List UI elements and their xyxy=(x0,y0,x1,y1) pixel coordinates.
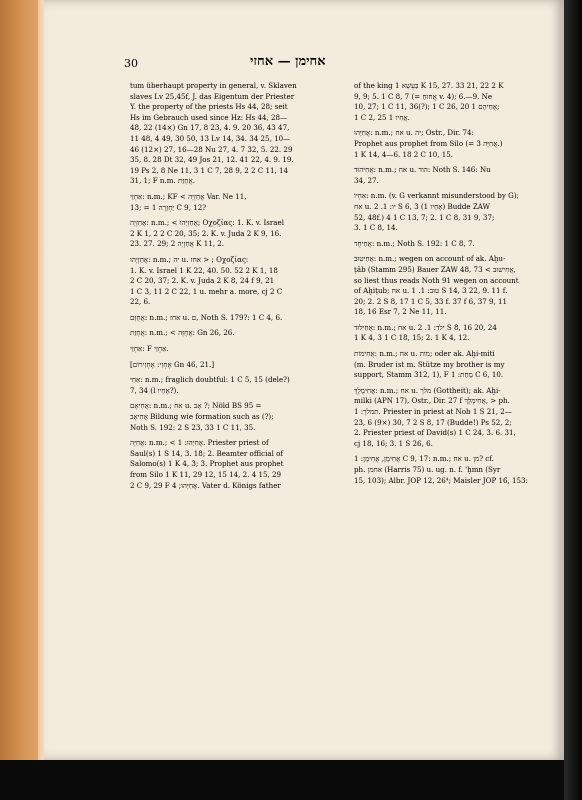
entry-line: [אֶחְזִי: אֶחְזִירוֹם Gn 46, 21.] xyxy=(130,359,215,369)
entry-line: אח u. יו: 1. 2 S 6, 3 (1 אֶחָיו) Budde ZAW xyxy=(354,201,490,211)
entry-line: אֲחַזְיָהוּ: n.m.; יה u. אחז > ; Οχοζίας: xyxy=(130,254,249,264)
entry-line: 18, 16 Esr 7, 2 Ne 11, 11. xyxy=(354,307,447,317)
scanner-background xyxy=(564,0,582,800)
dictionary-entry xyxy=(354,323,550,344)
entry-line: אֲחִימֶלֶךְ: n.m.; אח u. מלך (Gottheit); ak. Aḫi- xyxy=(354,385,501,395)
entry-line: אֲחִימַן, אֲחִימָן: 1 C 9, 17: n.m.; אח u. מן? cf. xyxy=(354,454,494,464)
entry-line: 48, 22 (14×) Gn 17, 8 23, 4. 9. 20 36, 43 47, xyxy=(130,123,290,133)
dictionary-entry xyxy=(130,313,338,324)
entry-line: 2 K 1, 2 2 C 20, 35; 2. K. v. Juda 2 K 9, 16. xyxy=(130,228,282,238)
dictionary-entry xyxy=(130,344,338,355)
entry-line: 22, 6. xyxy=(130,297,151,307)
entry-line: Saul(s) 1 S 14, 3. 18; 2. Beamter official of xyxy=(130,448,284,458)
dictionary-entry xyxy=(354,128,550,160)
entry-line: אֲחִיאָב Bildung wie formation such as (?); xyxy=(130,412,274,422)
entry-line: אֲחִיאָם: n.m.; אח u. אָב ?; Nöld BS 95 = xyxy=(130,401,262,411)
entry-line: אֲחֻזַּת: n.m.; < אֲחֻזָּה: Gn 26, 26. xyxy=(130,328,235,338)
entry-line: אַחִי: n.m.; fraglich doubtful: 1 C 5, 15 (dele?) xyxy=(130,375,290,385)
entry-line: 10, 27; 1 C 11, 36(?); 1 C 26, 20 1 אֲחֵיהֶם; xyxy=(354,102,500,112)
entry-line: 1 K 14, 4—6. 18 2 C 10, 15. xyxy=(354,149,454,159)
dictionary-entry xyxy=(130,328,338,339)
page-edge-orange xyxy=(0,0,38,760)
entry-line: אֲחִיהוּד: n.m.; אח u. הוד: Noth S. 146: Nu xyxy=(354,165,491,175)
page-number: 30 xyxy=(124,57,138,70)
entry-line: Salomo(s) 1 K 4, 3; 3. Prophet aus prophet xyxy=(130,459,284,469)
running-head: אחימן — אחזי xyxy=(250,54,326,69)
entry-line: cj 18, 16; 3. 1 S 26, 6. xyxy=(354,438,433,448)
entry-line: אַחְיוֹ: n.m. (v. G verkannt misunderstood by G); xyxy=(354,191,519,201)
entry-line: 15, 103); Albr. JOP 12, 26⁴; Maisler JOP 16, 153: xyxy=(354,475,528,485)
entry-line: 20; 2. 2 S 8, 17 1 C 5, 33 f. 37 f 6, 37 9, 11 xyxy=(354,296,508,306)
entry-line: Y. the property of the priests Hs 44, 28; seit xyxy=(130,102,288,112)
dictionary-entry xyxy=(354,191,550,233)
entry-line: 23, 6 (9×) 30, 7 2 S 8, 17 (Budde!) Ps 52, 2; xyxy=(354,417,512,427)
entry-line: אֲחֻזָּם: n.m.; אחז u. ם, Noth S. 179?: 1 C 4, 6. xyxy=(130,312,283,322)
entry-line: slaves Lv 25,45f, J. das Eigentum der Priester xyxy=(130,91,295,101)
entry-line: 7, 34 (l אֶחָיו?). xyxy=(130,385,179,395)
entry-line: support, Stamm 312, 1), F מַחַת: 1 C 6, 10. xyxy=(354,370,504,380)
dictionary-entry xyxy=(354,81,550,123)
entry-line: 1 C 2, 25 1 אֲחִיו. xyxy=(354,112,410,122)
entry-line: 31, 1; F n.m. אֲחֻזַּת. xyxy=(130,176,195,186)
entry-line: 34, 27. xyxy=(354,175,379,185)
entry-line: of the king בַּעְשָׁא 1 K 15, 27. 33 21, 22 2 K xyxy=(354,81,504,90)
entry-line: 2. Priester priest of David(s) 1 C 24, 3. 6. 31, xyxy=(354,428,516,438)
entry-line: Noth S. 192: 2 S 23, 33 1 C 11, 35. xyxy=(130,422,256,432)
entry-line: tum überhaupt property in general, v. Sklaven xyxy=(130,81,297,90)
dictionary-entry xyxy=(354,454,550,486)
dictionary-entry xyxy=(130,218,338,250)
entry-line: אַחְזַי: n.m.; KF < אֲחַזְיָה Var. Ne 11, xyxy=(130,191,247,201)
dictionary-entry xyxy=(354,349,550,381)
dictionary-entry xyxy=(130,192,338,213)
entry-line: אֲחִימוֹת: n.m.; אח u. מות; oder ak. Aḫi-miti xyxy=(354,349,495,359)
right-column xyxy=(354,76,550,486)
entry-line: 2 C 9, 29 F אֲחִיָּהוּ; 4. Vater d. Königs father xyxy=(130,480,281,490)
entry-line: תמלך: 1. Priester in priest at Nob 1 S 21, 2— xyxy=(354,407,512,417)
entry-line: 13; = יַחְזֵרָה 1 C 9, 12? xyxy=(130,202,207,212)
entry-line: 2 C 20, 37; 2. K. v. Juda 2 K 8, 24 f 9, 21 xyxy=(130,276,275,286)
dictionary-entry xyxy=(354,386,550,450)
entry-line: (m. Bruder ist m. Stütze my brother is my xyxy=(354,359,505,369)
entry-line: 1 C 3, 11 2 C 22, 1 u. mehr a. more, cj 2 C xyxy=(130,286,283,296)
entry-line: אַחְזַי: F אַחְזַי. xyxy=(130,344,169,354)
dictionary-entry xyxy=(130,255,338,308)
entry-line: Hs im Gebrauch used since Hz: Hs 44, 28— xyxy=(130,112,288,122)
entry-line: so liest thus reads Noth 91 wegen on account xyxy=(354,275,519,285)
entry-line: אֲחַזְיָה: n.m.; < אֲחַזְיָהוּ; Οχοζίας: 1. K. v. Israel xyxy=(130,218,284,228)
entry-line: אֲחִילוּד: n.m.; אח u. ילד: 1. 2 S 8, 16 20, 24 xyxy=(354,322,497,332)
entry-line: אֲחִיטוּב: n.m.; wegen on account of ak. Aḫu- xyxy=(354,254,506,264)
entry-line: Prophet aus prophet from Silo (= אֲחִיָּה 3.) xyxy=(354,138,503,148)
entry-line: אֲחִיָּהוּ: n.m.; אח u. יה; Ostr., Dir. 74: xyxy=(354,128,474,138)
dictionary-entry xyxy=(130,401,338,433)
entry-line: אֲחִיָּה: n.m.; < אֲחִיָּהוּ: 1. Priester priest of xyxy=(130,438,269,448)
dictionary-entry xyxy=(130,438,338,491)
entry-line: 1 K 4, 3 1 C 18, 15; 2. 1 K 4, 12. xyxy=(354,333,470,343)
dictionary-entry xyxy=(354,254,550,318)
entry-line: 1. K. v. Israel 1 K 22, 40. 50. 52 2 K 1, 18 xyxy=(130,265,278,275)
entry-line: 46 (12×) 27, 16—28 Nu 27, 4. 7 32, 5. 22. 29 xyxy=(130,144,293,154)
entry-line: of Aḫiṭub; אח u. טוּב: 1. 1 S 14, 3 22, 9. 11 f. xyxy=(354,286,508,296)
entry-line: milki (APN 17), Ostr., Dir. 27 f אֲחִימֶלֶךְ, > ph. xyxy=(354,396,510,406)
entry-line: ph. אחמן (Harris 75) u. ug. n. f. 'ḫmn (Syr xyxy=(354,465,501,474)
entry-line: 23. 27. 29; אֲחַזְיָה 2 K 11, 2. xyxy=(130,239,225,249)
dictionary-entry xyxy=(130,360,338,371)
entry-line: 9, 9; 5. 1 C 8, 7 (= אֲחוּחַ v. 4); 6.—9. Ne xyxy=(354,91,493,101)
entry-line: from Silo 1 K 11, 29 12, 15 14, 2. 4 15, 29 xyxy=(130,470,282,479)
dictionary-entry xyxy=(354,165,550,186)
entry-line: אֲחִיחֻד: n.m.; Noth S. 192: 1 C 8, 7. xyxy=(354,238,475,248)
dictionary-entry xyxy=(130,81,338,187)
entry-line: 11 48, 4 49, 30 50, 13 Lv 14, 34. 34 25, 10— xyxy=(130,133,291,143)
entry-line: 19 Ps 2, 8 Ne 11, 3 1 C 7, 28 9, 2 2 C 11, 14 xyxy=(130,165,289,175)
entry-line: 3. 1 C 8, 14. xyxy=(354,223,398,233)
dictionary-entry xyxy=(130,375,338,396)
entry-line: 52, 48f.) 4 1 C 13, 7; 2. 1 C 8, 31 9, 37; xyxy=(354,212,495,222)
entry-line: ṭâb (Stamm 295) Bauer ZAW 48, 73 < אֲחִישׁוּב, xyxy=(354,264,516,274)
left-column xyxy=(130,76,338,491)
entry-line: 35, 8. 28 Dt 32, 49 Jos 21, 12. 41 22, 4. 9. 19. xyxy=(130,155,294,165)
dictionary-entry xyxy=(354,239,550,250)
